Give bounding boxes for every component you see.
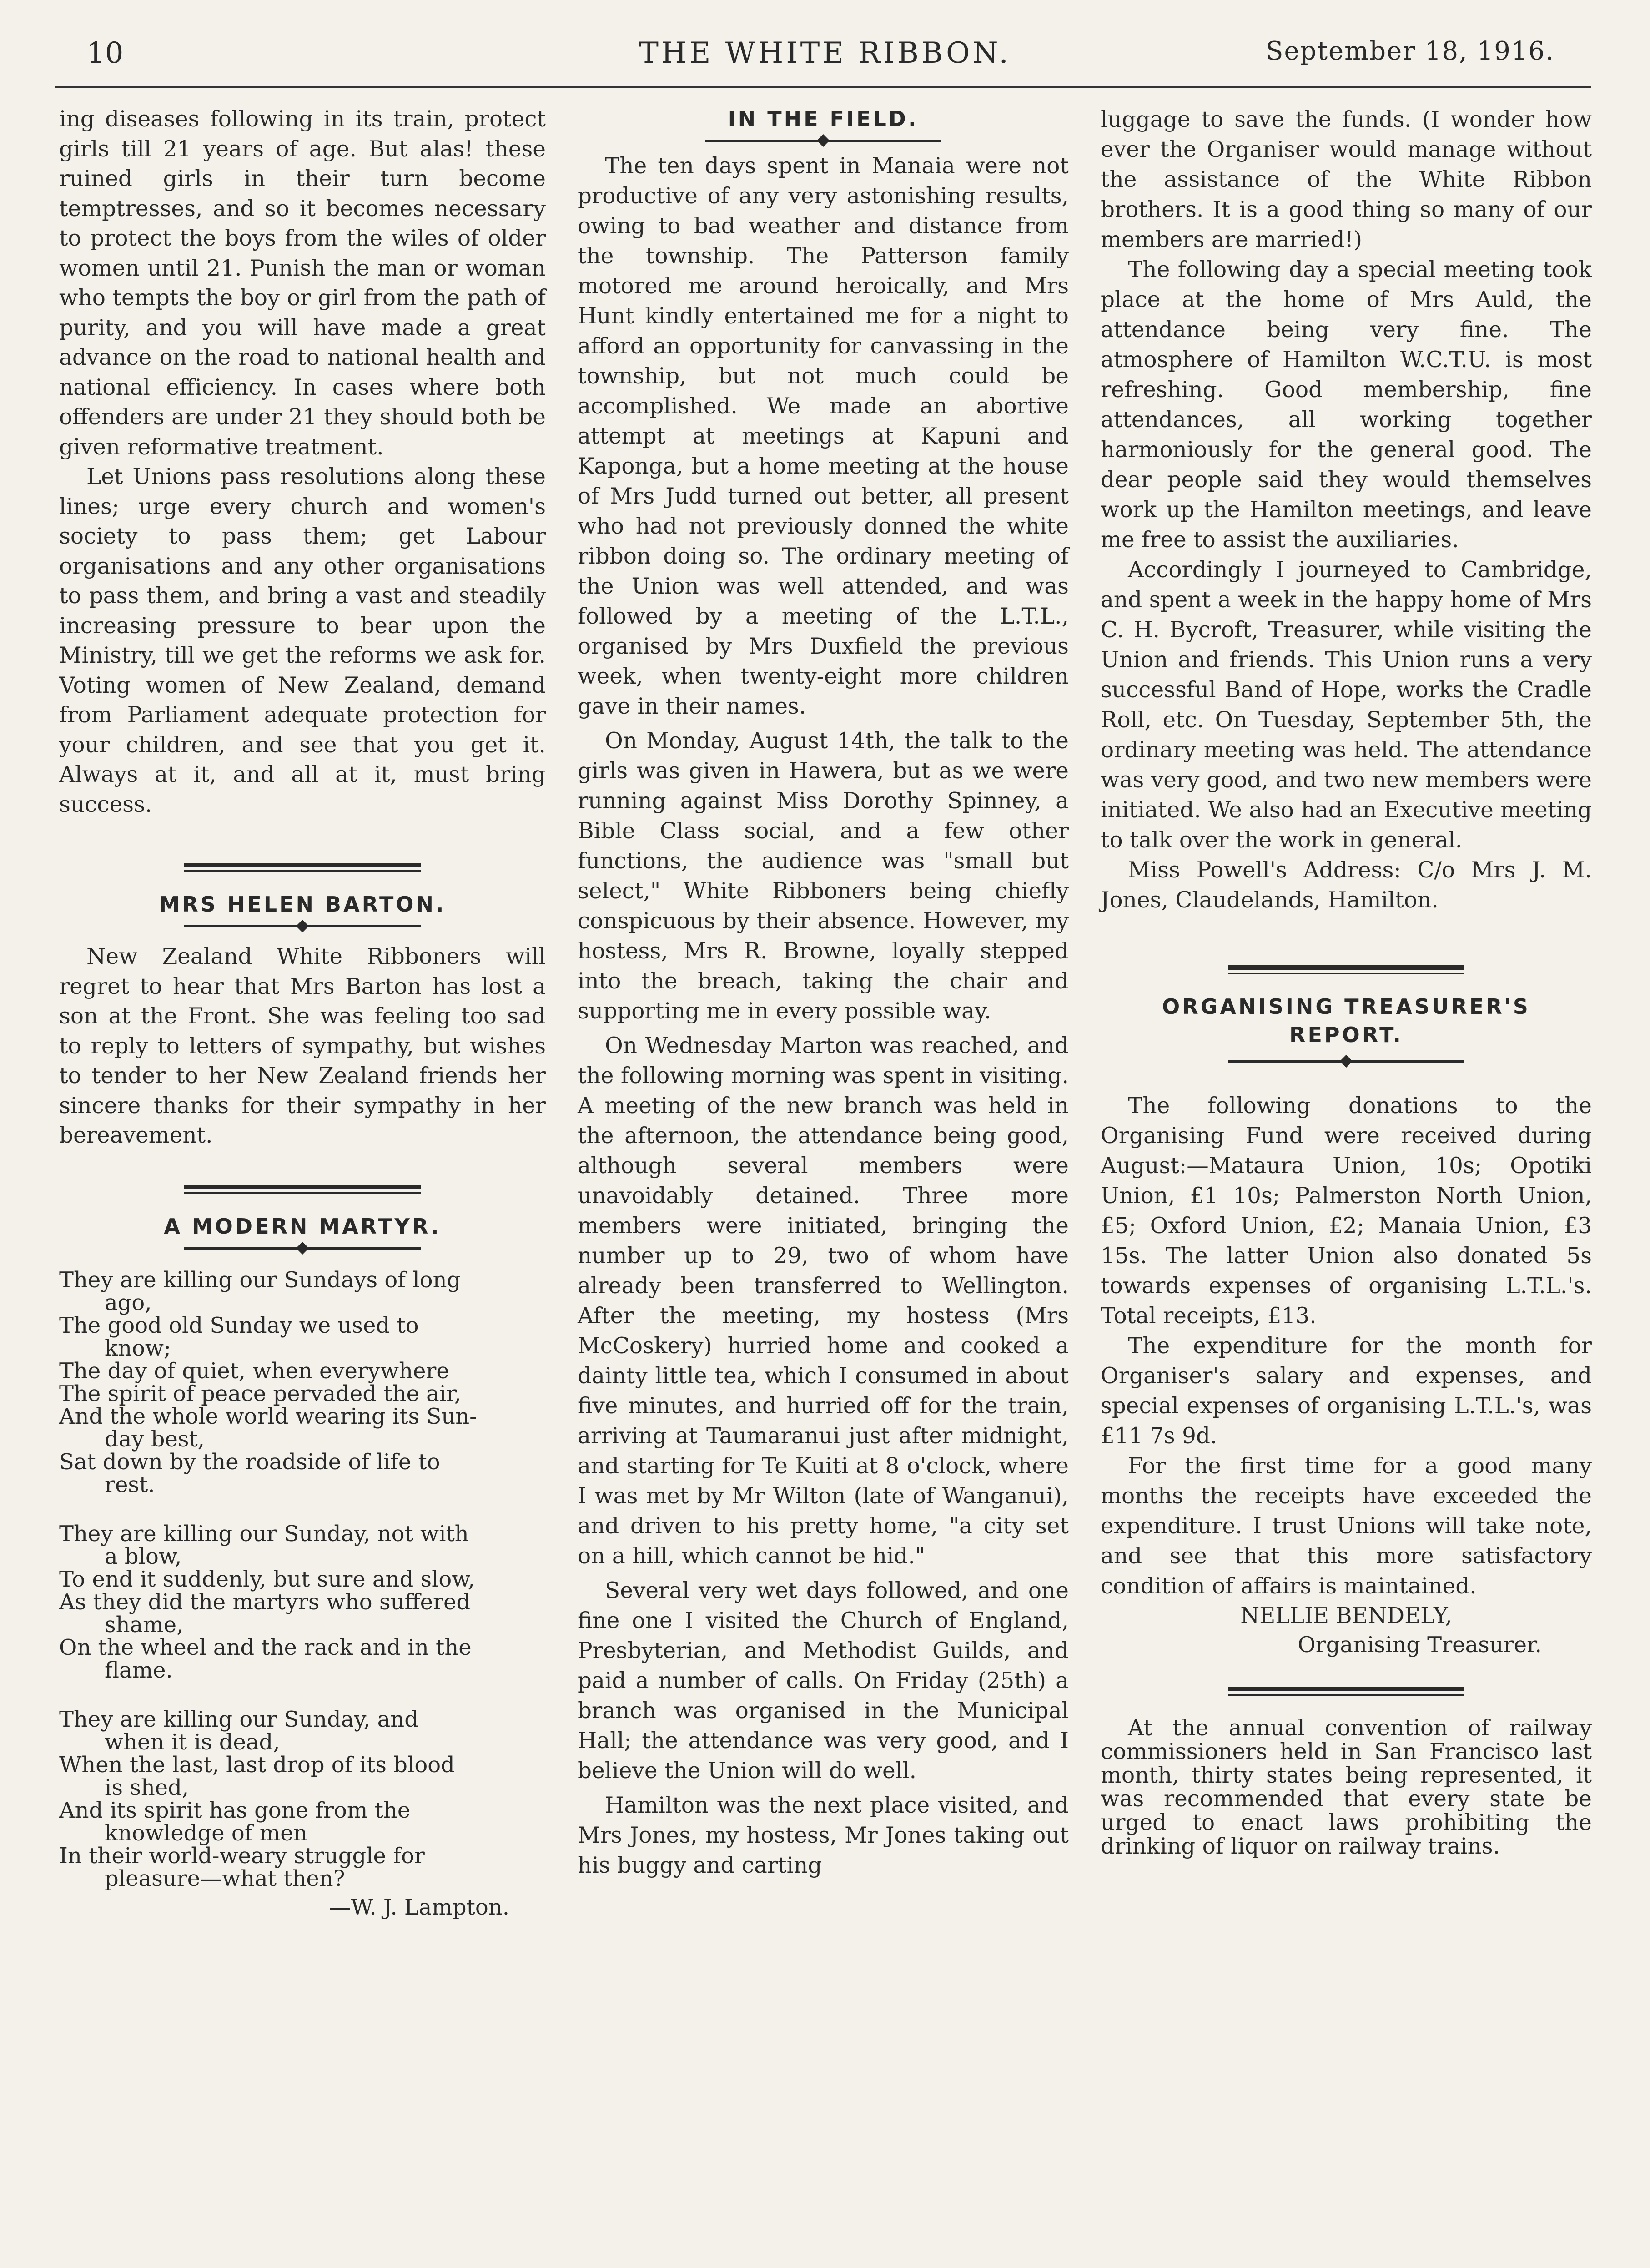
poem-line: When the last, last drop of its blood is shed, — [59, 1752, 455, 1800]
field-paragraph-4: Several very wet days followed, and one fine one I visited the Church of England, Presbyterian, and Methodist Guilds, and paid a number of calls. On Friday (25th) a branch was organised in the Municipal Hall; the attendance was very good, and I believe the Union will do well. — [578, 1578, 1069, 1784]
treasurer-paragraph-3: For the first time for a good many months the receipts have exceeded the expenditure. I trust Unions will take note, and see that this more satisfactory condition of affairs is maintained. — [1101, 1453, 1592, 1599]
field-paragraph-2: On Monday, August 14th, the talk to the girls was given in Hawera, but as we were running against Miss Dorothy Spinney, a Bible Class social, and a few other functions, the audience was "small but select," White Ribboners being chiefly conspicuous by their absence. However, my hostess, Mrs R. Browne, loyally stepped into the breach, taking the chair and supporting me in every possible way. — [578, 728, 1069, 1024]
railway-note: At the annual convention of railway commissioners held in San Francisco last month, thirty states being represented, it was recommended that every state be urged to enact laws prohibiting the drinking of liquor on railway trains. — [1101, 1715, 1592, 1859]
poem-line: The day of quiet, when everywhere — [59, 1358, 449, 1384]
poem-line: In their world-weary struggle for pleasure—what then? — [59, 1843, 425, 1891]
field-continuation-p3: Accordingly I journeyed to Cambridge, and spent a week in the happy home of Mrs C. H. Bycroft, Treasurer, while visiting the Union and friends. This Union runs a very successful Band of Hope, works the Cradle Roll, etc. On Tuesday, September 5th, the ordinary meeting was held. The attendance was very good, and two new members were initiated. We also had an Executive meeting to talk over the work in general. — [1101, 557, 1592, 853]
heading-ornament — [705, 134, 941, 147]
masthead-rule — [55, 86, 1591, 92]
poem-stanza-3 — [59, 1708, 546, 1890]
poem-line: To end it suddenly, but sure and slow, — [59, 1566, 475, 1592]
treasurer-heading-line-1: ORGANISING TREASURER'S — [1162, 994, 1530, 1019]
column-2 — [578, 105, 1069, 1880]
treasurer-paragraph-1: The following donations to the Organising Fund were received during August:—Mataura Union, 10s; Opotiki Union, £1 10s; Palmerston North Union, £5; Oxford Union, £2; Manaia Union, £3 15s. The latter Union also donated 5s towards expenses of organising L.T.L.'s. Total receipts, £13. — [1101, 1093, 1592, 1329]
poem-stanza-2 — [59, 1522, 546, 1682]
organiser-address: Miss Powell's Address: C/o Mrs J. M. Jones, Claudelands, Hamilton. — [1101, 857, 1592, 913]
field-continuation: luggage to save the funds. (I wonder how ever the Organiser would manage without the assistance of the White Ribbon brothers. It is a good thing so many of our members are married!) — [1101, 107, 1592, 252]
poem-line: And its spirit has gone from the knowledge of men — [59, 1797, 411, 1846]
column-1 — [59, 105, 546, 1920]
poem-line: They are killing our Sundays of long ago, — [59, 1267, 461, 1315]
martyr-heading: A MODERN MARTYR. — [164, 1214, 441, 1239]
field-paragraph-5: Hamilton was the next place visited, and Mrs Jones, my hostess, Mr Jones taking out his buggy and carting — [578, 1793, 1069, 1878]
column-3 — [1101, 105, 1592, 1858]
poem-line: The good old Sunday we used to know; — [59, 1312, 419, 1361]
article-continuation: ing diseases following in its train, protect girls till 21 years of age. But alas! these ruined girls in their turn become temptresses, and so it becomes necessary to protect the boys from the wiles of older women until 21. Punish the man or woman who tempts the boy or girl from the path of purity, and you will have made a great advance on the road to national health and national efficiency. In cases where both offenders are under 21 they should both be given reformative treatment. — [59, 106, 546, 460]
section-divider — [184, 1185, 421, 1194]
publication-title: THE WHITE RIBBON. — [639, 36, 1011, 70]
barton-article: New Zealand White Ribboners will regret to hear that Mrs Barton has lost a son at the Front. She was feeling too sad to reply to letters of sympathy, but wishes to tender to her New Zealand friends her sincere thanks for their sympathy in her bereavement. — [59, 944, 546, 1148]
poem-line: They are killing our Sunday, not with a blow, — [59, 1521, 469, 1569]
section-divider — [1228, 1687, 1464, 1696]
field-paragraph-3: On Wednesday Marton was reached, and the following morning was spent in visiting. A meeting of the new branch was held in the afternoon, the attendance being good, although several members were unavoidably detained. Three more members were initiated, bringing the number up to 29, two of whom have already been transferred to Wellington. After the meeting, my hostess (Mrs McCoskery) hurried home and cooked a dainty little tea, which I consumed in about five minutes, and hurried off for the train, arriving at Taumaranui just after midnight, and starting for Te Kuiti at 8 o'clock, where I was met by Mr Wilton (late of Wanganui), and driven to his pretty home, "a city set on a hill, which cannot be hid." — [578, 1033, 1069, 1569]
page-number: 10 — [86, 36, 124, 70]
heading-ornament — [184, 919, 421, 933]
issue-date: September 18, 1916. — [1266, 36, 1554, 66]
section-divider — [184, 863, 421, 872]
article-continuation-p2: Let Unions pass resolutions along these lines; urge every church and women's society to pass them; get Labour organisations and any other organisations to pass them, and bring a vast and steadily increasing pressure to bear upon the Ministry, till we get the reforms we ask for. Voting women of New Zealand, demand from Parliament adequate protection for your children, and see that you get it. Always at it, and all at it, must bring success. — [59, 464, 546, 817]
poem-line: The spirit of peace pervaded the air, — [59, 1381, 462, 1406]
field-continuation-p2: The following day a special meeting took place at the home of Mrs Auld, the attendance being very fine. The atmosphere of Hamilton W.C.T.U. is most refreshing. Good membership, fine attendances, all working together harmoniously for the general good. The dear people said they would themselves work up the Hamilton meetings, and leave me free to assist the auxiliaries. — [1101, 257, 1592, 553]
poem-author: —W. J. Lampton. — [329, 1894, 509, 1920]
poem-line: As they did the martyrs who suffered shame, — [59, 1589, 471, 1638]
field-paragraph-1: The ten days spent in Manaia were not productive of any very astonishing results, owing to bad weather and distance from the township. The Patterson family motored me around heroically, and Mrs Hunt kindly entertained me for a night to afford an opportunity for canvassing in the township, but not much could be accomplished. We made an abortive attempt at meetings at Kapuni and Kaponga, but a home meeting at the house of Mrs Judd turned out better, all present who had not previously donned the white ribbon doing so. The ordinary meeting of the Union was well attended, and was followed by a meeting of the L.T.L., organised by Mrs Duxfield the previous week, when twenty-eight more children gave in their names. — [578, 153, 1069, 719]
in-the-field-heading: IN THE FIELD. — [728, 106, 919, 131]
poem-stanza-1 — [59, 1269, 546, 1496]
treasurer-paragraph-2: The expenditure for the month for Organiser's salary and expenses, and special expenses of organising L.T.L.'s, was £11 7s 9d. — [1101, 1333, 1592, 1449]
poem-line: And the whole world wearing its Sun- day best, — [59, 1403, 477, 1452]
signature-name: NELLIE BENDELY, — [1240, 1603, 1452, 1628]
signature-title: Organising Treasurer. — [1298, 1632, 1542, 1658]
heading-ornament — [184, 1241, 421, 1255]
treasurer-heading-line-2: REPORT. — [1289, 1023, 1403, 1047]
poem-line: They are killing our Sunday, and when it is dead, — [59, 1706, 418, 1755]
masthead — [68, 36, 1582, 77]
poem-line: On the wheel and the rack and in the flame. — [59, 1634, 472, 1683]
heading-ornament — [1228, 1054, 1464, 1068]
section-divider — [1228, 965, 1464, 974]
barton-heading: MRS HELEN BARTON. — [159, 892, 446, 917]
poem-line: Sat down by the roadside of life to rest. — [59, 1449, 440, 1497]
